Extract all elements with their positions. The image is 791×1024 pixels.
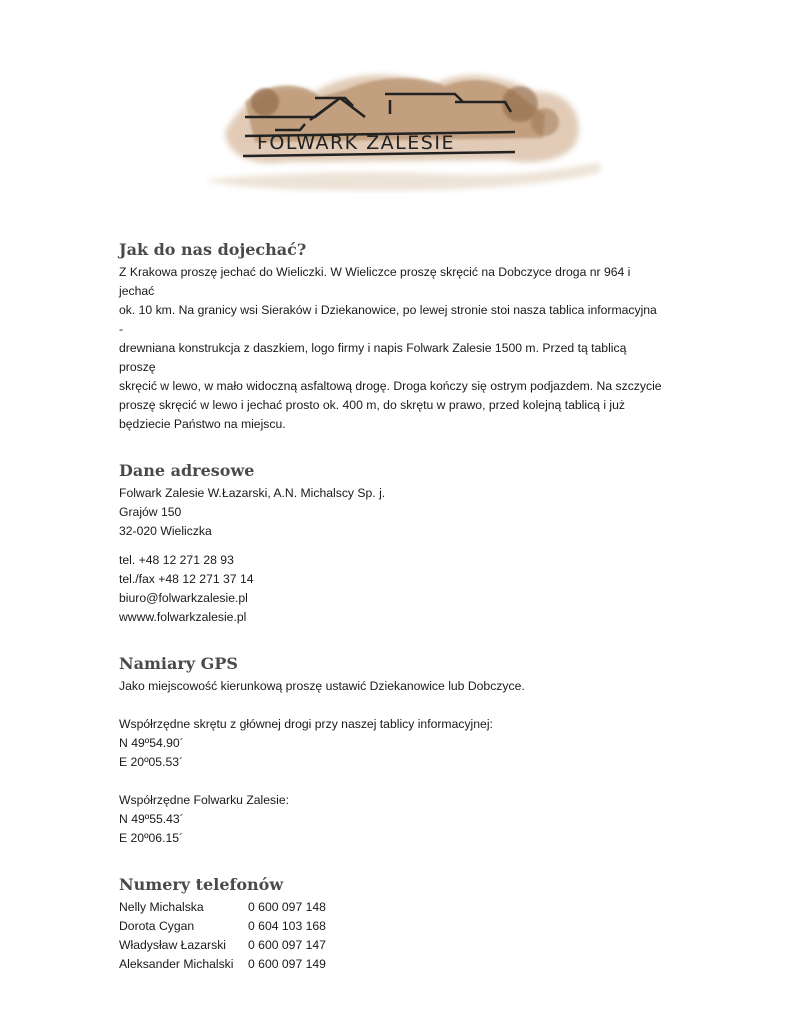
gps-farm-e: E 20º06.15´ xyxy=(119,831,184,845)
gps-turn-e: E 20º05.53´ xyxy=(119,755,184,769)
phone-number: 0 600 097 149 xyxy=(248,957,326,971)
address-fax: tel./fax +48 12 271 37 14 xyxy=(119,572,254,586)
phone-contact-name: Władysław Łazarski xyxy=(119,938,227,952)
gps-section xyxy=(119,654,664,848)
directions-line: proszę skręcić w lewo i jechać prosto ok. 400 m, do skrętu w prawo, przed kolejną tablicą i już xyxy=(119,398,626,412)
directions-line: drewniana konstrukcja z daszkiem, logo firmy i napis Folwark Zalesie 1500 m. Przed tą tablicą proszę xyxy=(119,341,627,374)
directions-section xyxy=(119,240,664,434)
gps-farm-label: Współrzędne Folwarku Zalesie: xyxy=(119,793,290,807)
address-city: 32-020 Wieliczka xyxy=(119,524,212,538)
table-row xyxy=(119,955,326,974)
directions-line: będziecie Państwo na miejscu. xyxy=(119,417,286,431)
gps-turn-n: N 49º54.90´ xyxy=(119,736,184,750)
phones-heading: Numery telefonów xyxy=(119,875,284,894)
gps-turn-label: Współrzędne skrętu z głównej drogi przy naszej tablicy informacyjnej: xyxy=(119,717,493,731)
directions-line: skręcić w lewo, w mało widoczną asfaltową drogę. Droga kończy się ostrym podjazdem. Na szczycie xyxy=(119,379,662,393)
phone-number: 0 600 097 147 xyxy=(248,938,326,952)
address-street: Grajów 150 xyxy=(119,505,182,519)
gps-farm-n: N 49º55.43´ xyxy=(119,812,184,826)
phone-contact-name: Nelly Michalska xyxy=(119,900,204,914)
directions-heading: Jak do nas dojechać? xyxy=(119,240,307,259)
logo-text: FOLWARK ZALESIE xyxy=(257,132,455,154)
address-section xyxy=(119,461,664,627)
address-company: Folwark Zalesie W.Łazarski, A.N. Michalscy Sp. j. xyxy=(119,486,386,500)
folwark-zalesie-logo xyxy=(205,62,605,212)
gps-heading: Namiary GPS xyxy=(119,654,238,673)
address-tel: tel. +48 12 271 28 93 xyxy=(119,553,234,567)
address-email[interactable]: biuro@folwarkzalesie.pl xyxy=(119,591,248,605)
directions-line: Z Krakowa proszę jechać do Wieliczki. W Wieliczce proszę skręcić na Dobczyce droga nr 964 i jechać xyxy=(119,265,631,298)
phone-number: 0 600 097 148 xyxy=(248,900,326,914)
phone-number: 0 604 103 168 xyxy=(248,919,326,933)
address-www[interactable]: wwww.folwarkzalesie.pl xyxy=(119,610,247,624)
table-row xyxy=(119,936,326,955)
table-row xyxy=(119,898,326,917)
table-row xyxy=(119,917,326,936)
phones-table xyxy=(119,898,326,974)
phones-section xyxy=(119,875,664,974)
gps-intro: Jako miejscowość kierunkową proszę ustawić Dziekanowice lub Dobczyce. xyxy=(119,679,525,693)
phone-contact-name: Aleksander Michalski xyxy=(119,957,234,971)
phone-contact-name: Dorota Cygan xyxy=(119,919,195,933)
document-body xyxy=(119,240,664,974)
directions-line: ok. 10 km. Na granicy wsi Sieraków i Dziekanowice, po lewej stronie stoi nasza tablica informacyjna - xyxy=(119,303,657,336)
logo-graphic xyxy=(205,62,605,212)
address-heading: Dane adresowe xyxy=(119,461,255,480)
